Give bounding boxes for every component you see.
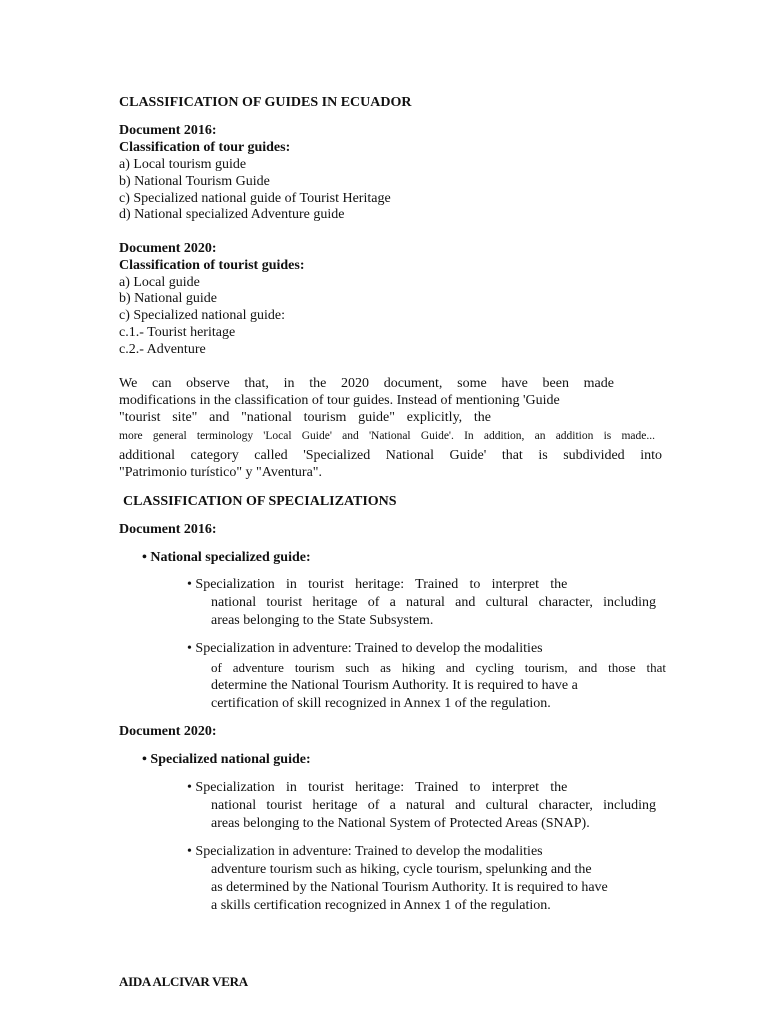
sub-bullet-text: Specialization in tourist heritage: Trained to interpret the — [195, 780, 568, 795]
doc2016-heading: Document 2016: — [119, 123, 217, 138]
spec2020-sub2-line: as determined by the National Tourism Authority. It is required to have — [211, 880, 608, 895]
spec2020-heading: Document 2020: — [119, 724, 217, 739]
sub-bullet-text: Specialization in adventure: Trained to develop the modalities — [195, 641, 543, 656]
list-item: a) Local guide — [119, 275, 200, 290]
spec2020-sub2-line: adventure tourism such as hiking, cycle tourism, spelunking and the — [211, 862, 592, 877]
spec2016-sub2-line: certification of skill recognized in Annex 1 of the regulation. — [211, 696, 551, 711]
list-item: d) National specialized Adventure guide — [119, 207, 345, 222]
spec2016-bullet — [142, 549, 311, 566]
footer-author: AIDA ALCIVAR VERA — [119, 974, 248, 989]
list-item: a) Local tourism guide — [119, 157, 247, 172]
spec2020-sub2-line: a skills certification recognized in Annex 1 of the regulation. — [211, 898, 551, 913]
sub-bullet-text: Specialization in adventure: Trained to develop the modalities — [195, 844, 543, 859]
spec2016-sub2-line — [187, 640, 543, 657]
spec2020-sub1-line: areas belonging to the National System of Protected Areas (SNAP). — [211, 816, 590, 831]
list-item: b) National Tourism Guide — [119, 174, 270, 189]
observation-line: more general terminology 'Local Guide' and 'National Guide'. In addition, an addition is made... — [119, 430, 655, 442]
spec2016-sub2-line: determine the National Tourism Authority. It is required to have a — [211, 678, 578, 693]
sub-bullet-text: Specialization in tourist heritage: Trained to interpret the — [195, 577, 568, 592]
bullet-label: Specialized national guide: — [150, 752, 311, 767]
doc2020-heading: Document 2020: — [119, 241, 217, 256]
list-item: c.1.- Tourist heritage — [119, 325, 236, 340]
spec2016-sub1-line — [187, 576, 567, 593]
bullet-icon: • — [187, 577, 196, 592]
bullet-label: National specialized guide: — [150, 550, 311, 565]
bullet-icon: • — [187, 641, 196, 656]
specializations-title: CLASSIFICATION OF SPECIALIZATIONS — [123, 494, 397, 509]
observation-line: We can observe that, in the 2020 document, some have been made — [119, 376, 614, 391]
observation-line: modifications in the classification of tour guides. Instead of mentioning 'Guide — [119, 393, 560, 408]
spec2016-sub1-line: areas belonging to the State Subsystem. — [211, 613, 434, 628]
list-item: b) National guide — [119, 291, 217, 306]
spec2016-sub1-line: national tourist heritage of a natural and cultural character, including — [211, 595, 656, 610]
bullet-icon: • — [187, 780, 196, 795]
observation-line: "tourist site" and "national tourism guide" explicitly, the — [119, 410, 491, 425]
spec2016-sub2-line: of adventure tourism such as hiking and cycling tourism, and those that — [211, 660, 666, 675]
spec2016-heading: Document 2016: — [119, 522, 217, 537]
list-item: c.2.- Adventure — [119, 342, 206, 357]
bullet-icon: • — [142, 752, 151, 767]
bullet-icon: • — [142, 550, 151, 565]
observation-line: additional category called 'Specialized National Guide' that is subdivided into — [119, 448, 662, 463]
list-item: c) Specialized national guide of Tourist Heritage — [119, 191, 391, 206]
spec2020-sub2-line — [187, 843, 543, 860]
document-title: CLASSIFICATION OF GUIDES IN ECUADOR — [119, 95, 412, 110]
doc2016-subheading: Classification of tour guides: — [119, 140, 291, 155]
spec2020-sub1-line — [187, 779, 567, 796]
spec2020-sub1-line: national tourist heritage of a natural and cultural character, including — [211, 798, 656, 813]
list-item: c) Specialized national guide: — [119, 308, 285, 323]
doc2020-subheading: Classification of tourist guides: — [119, 258, 305, 273]
bullet-icon: • — [187, 844, 196, 859]
spec2020-bullet — [142, 751, 311, 768]
observation-line: "Patrimonio turístico" y "Aventura". — [119, 465, 323, 480]
